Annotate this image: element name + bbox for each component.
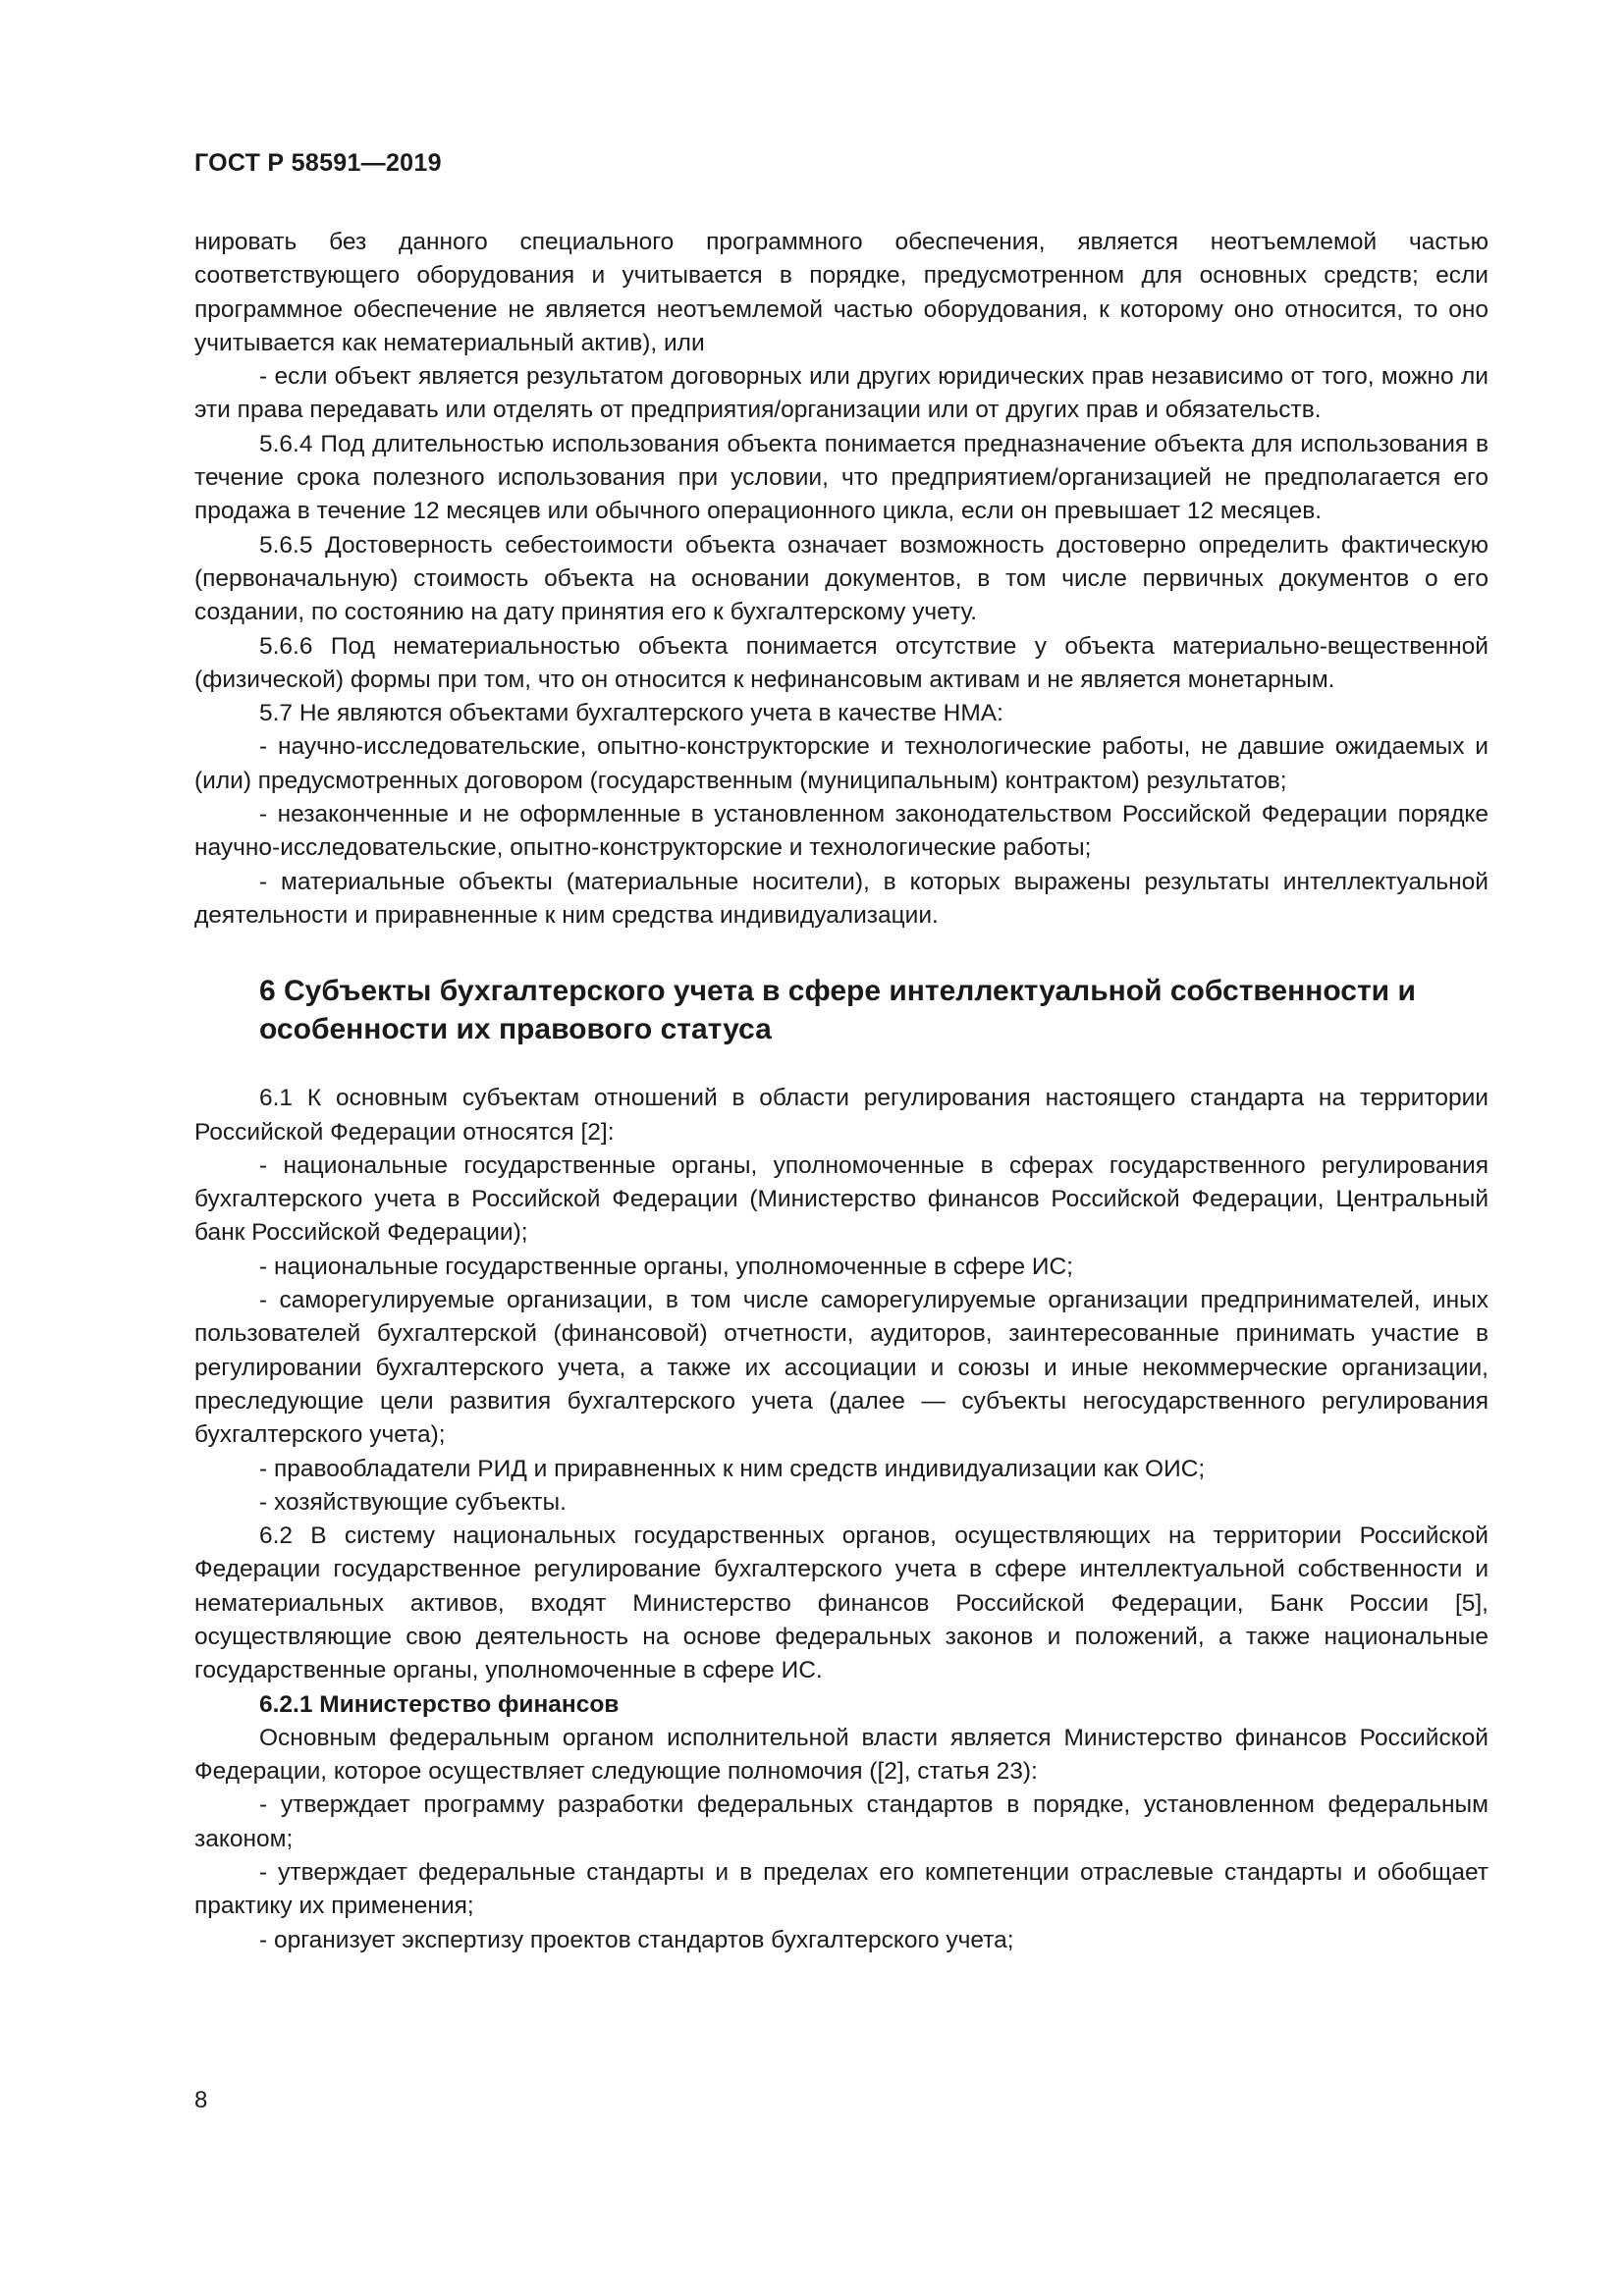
paragraph: - утверждает программу разработки федеральных стандартов в порядке, установленном федеральным законом; [194, 1791, 1489, 1852]
paragraph: - национальные государственные органы, уполномоченные в сфере ИС; [259, 1253, 1073, 1280]
paragraph: - правообладатели РИД и приравненных к ним средств индивидуализации как ОИС; [259, 1455, 1206, 1482]
section-title: 6 Субъекты бухгалтерского учета в сфере интеллектуальной собственности и особенности их правового статуса [259, 975, 1416, 1046]
paragraph: 5.7 Не являются объектами бухгалтерского учета в качестве НМА: [259, 700, 1003, 727]
paragraph: 5.6.5 Достоверность себестоимости объекта означает возможность достоверно определить фактическую (первоначальную) стоимость объекта на основании документов, в том числе первичных документов о его создании, по состоянию на дату принятия его к бухгалтерскому учету. [194, 531, 1489, 626]
paragraph: 5.6.6 Под нематериальностью объекта понимается отсутствие у объекта материально-вещественной (физической) формы при том, что он относится к нефинансовым активам и не является монетарным. [194, 632, 1489, 693]
paragraph: 6.2 В систему национальных государственных органов, осуществляющих на территории Российской Федерации государственное регулирование бухгалтерского учета в сфере интеллектуальной собственности и нематериальных активов, входят Министерство финансов Российской Федерации, Банк России [5], осуществляющие свою деятельность на основе федеральных законов и положений, а также национальные государственные органы, уполномоченные в сфере ИС. [194, 1522, 1489, 1684]
paragraphs-bottom [194, 1082, 1489, 1957]
paragraph: - организует экспертизу проектов стандартов бухгалтерского учета; [259, 1926, 1014, 1953]
paragraph: - хозяйствующие субъекты. [259, 1488, 567, 1516]
paragraph: нировать без данного специального программного обеспечения, является неотъемлемой частью соответствующего оборудования и учитывается в порядке, предусмотренном для основных средств; если программное обеспечение не является неотъемлемой частью оборудования, к которому оно относится, то оно учитывается как нематериальный актив), или [194, 229, 1489, 356]
paragraph: - научно-исследовательские, опытно-конструкторские и технологические работы, не давшие ожидаемых и (или) предусмотренных договором (государственным (муниципальным) контрактом) результатов; [194, 733, 1489, 794]
paragraph: Основным федеральным органом исполнительной власти является Министерство финансов Российской Федерации, которое осуществляет следующие полномочия ([2], статья 23): [194, 1724, 1489, 1786]
paragraph: 6.2.1 Министерство финансов [259, 1690, 620, 1718]
paragraph: - утверждает федеральные стандарты и в пределах его компетенции отраслевые стандарты и обобщает практику их применения; [194, 1859, 1489, 1920]
paragraph: - саморегулируемые организации, в том числе саморегулируемые организации предпринимателей, иных пользователей бухгалтерской (финансовой) отчетности, аудиторов, заинтересованные принимать участие в регулировании бухгалтерского учета, а также их ассоциации и союзы и иные некоммерческие организации, преследующие цели развития бухгалтерского учета (далее — субъекты негосударственного регулирования бухгалтерского учета); [194, 1287, 1489, 1449]
paragraph: 5.6.4 Под длительностью использования объекта понимается предназначение объекта для использования в течение срока полезного использования при условии, что предприятием/организацией не предполагается его продажа в течение 12 месяцев или обычного операционного цикла, если он превышает 12 месяцев. [194, 430, 1489, 525]
paragraph: - национальные государственные органы, уполномоченные в сферах государственного регулирования бухгалтерского учета в Российской Федерации (Министерство финансов Российской Федерации, Центральный банк Российской Федерации); [194, 1151, 1489, 1247]
paragraph: - если объект является результатом договорных или других юридических прав независимо от того, можно ли эти права передавать или отделять от предприятия/организации или от других прав и обязательств. [194, 363, 1489, 424]
paragraph: 6.1 К основным субъектам отношений в области регулирования настоящего стандарта на территории Российской Федерации относятся [2]: [194, 1085, 1489, 1146]
paragraphs-top [194, 226, 1489, 933]
document-body [194, 226, 1489, 1957]
document-header: ГОСТ Р 58591—2019 [194, 149, 442, 177]
page-number: 8 [194, 2087, 208, 2113]
paragraph: - материальные объекты (материальные носители), в которых выражены результаты интеллектуальной деятельности и приравненные к ним средства индивидуализации. [194, 868, 1489, 929]
paragraph: - незаконченные и не оформленные в установленном законодательством Российской Федерации порядке научно-исследовательские, опытно-конструкторские и технологические работы; [194, 801, 1489, 862]
